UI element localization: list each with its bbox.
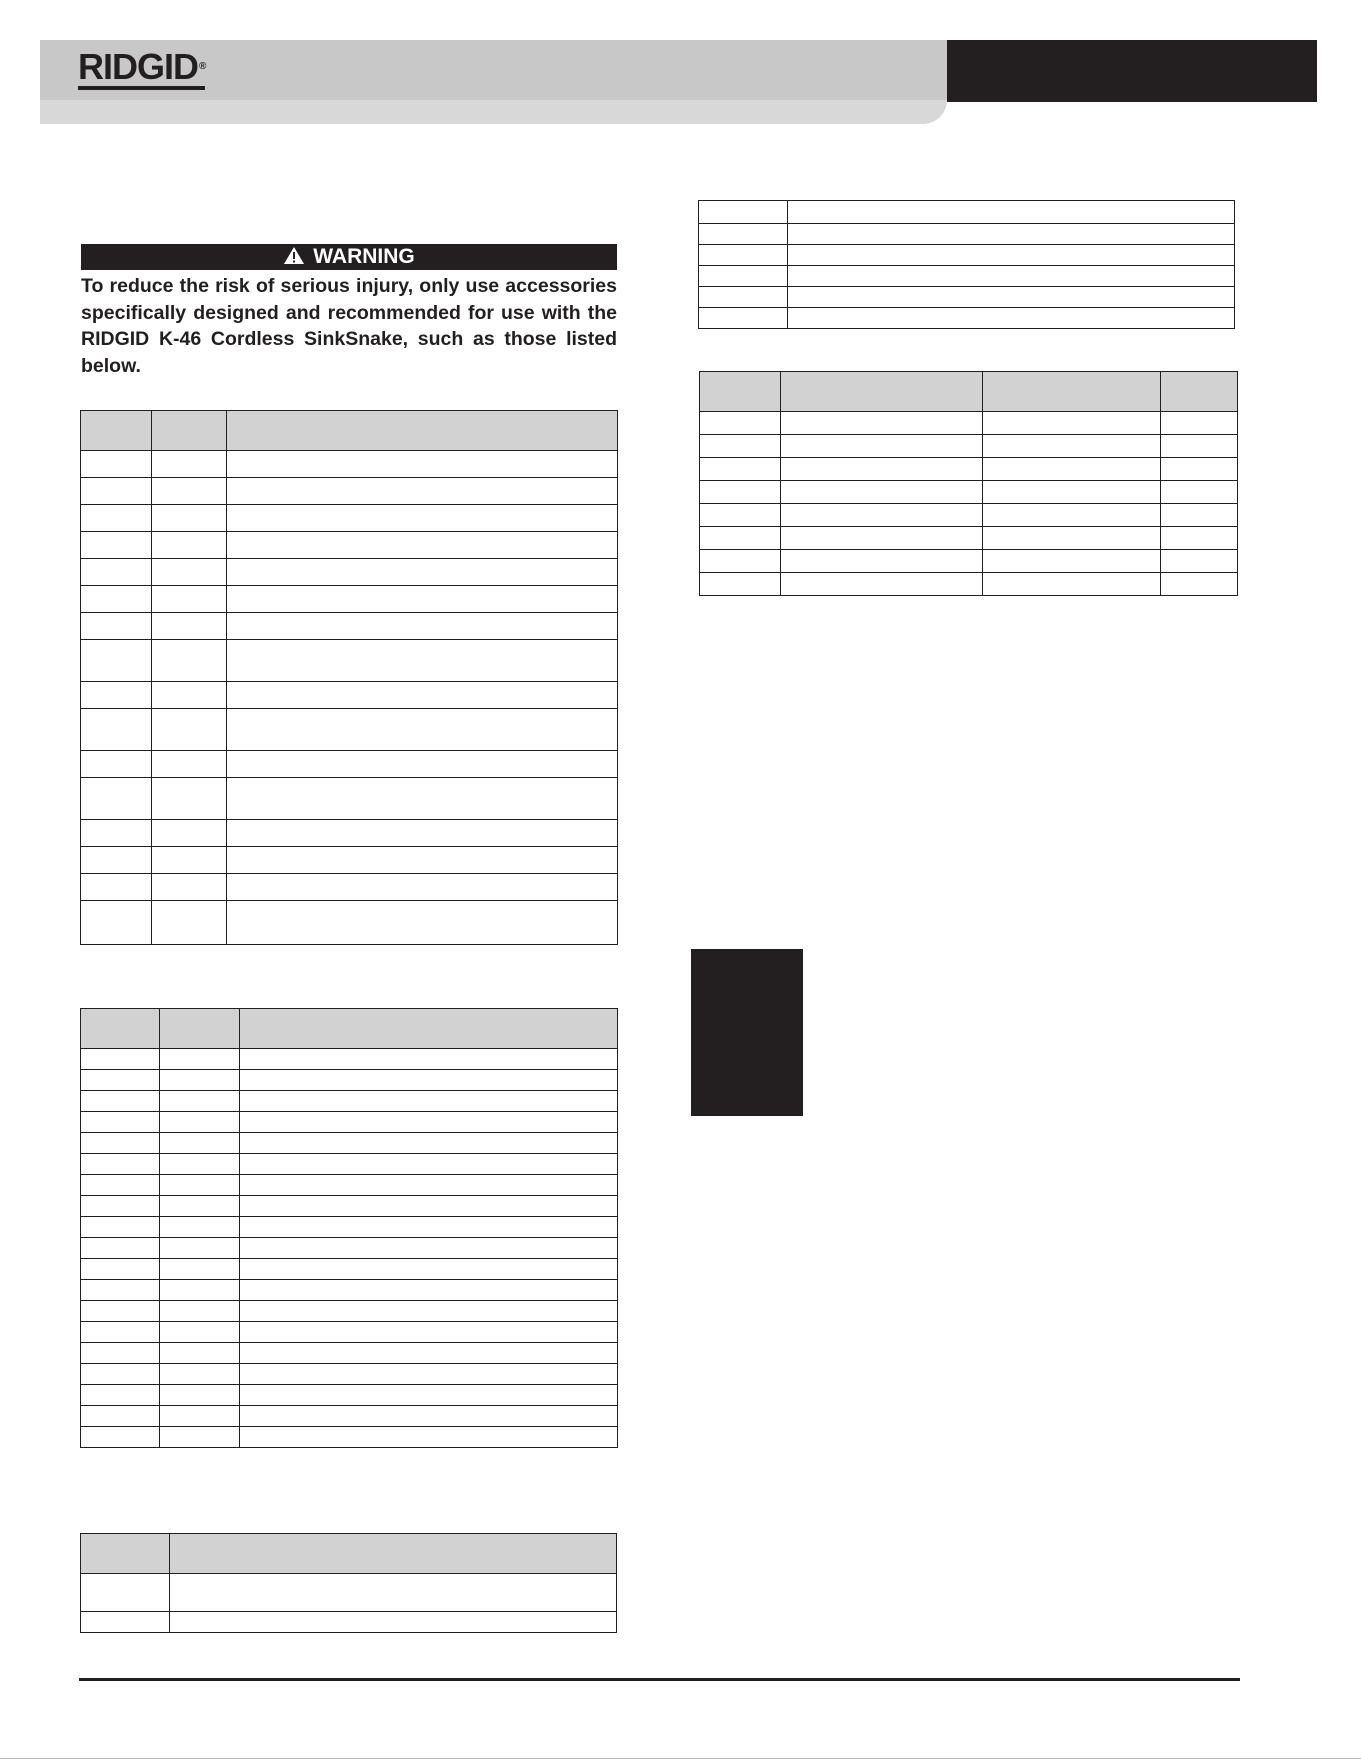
- warning-title: WARNING: [313, 245, 415, 268]
- ridgid-logo: RIDGID®: [78, 50, 205, 90]
- warning-triangle-icon: [283, 244, 305, 270]
- warning-banner: [81, 244, 617, 270]
- accessories-table-3: [80, 1533, 617, 1633]
- right-table-2: [699, 371, 1238, 596]
- section-tab-block: [691, 949, 803, 1116]
- header-bar-lower: [40, 100, 947, 124]
- accessories-table-1: [80, 410, 618, 945]
- right-table-1: [698, 200, 1235, 329]
- footer-rule: [79, 1678, 1240, 1681]
- accessories-table-2: [80, 1008, 618, 1448]
- warning-text: To reduce the risk of serious injury, only use accessories specifically designed and recommended for use with the RIDGID K-46 Cordless SinkSnake, such as those listed below.: [81, 275, 617, 377]
- header-black-block: [947, 40, 1317, 102]
- page-edge-line: [0, 1758, 1361, 1759]
